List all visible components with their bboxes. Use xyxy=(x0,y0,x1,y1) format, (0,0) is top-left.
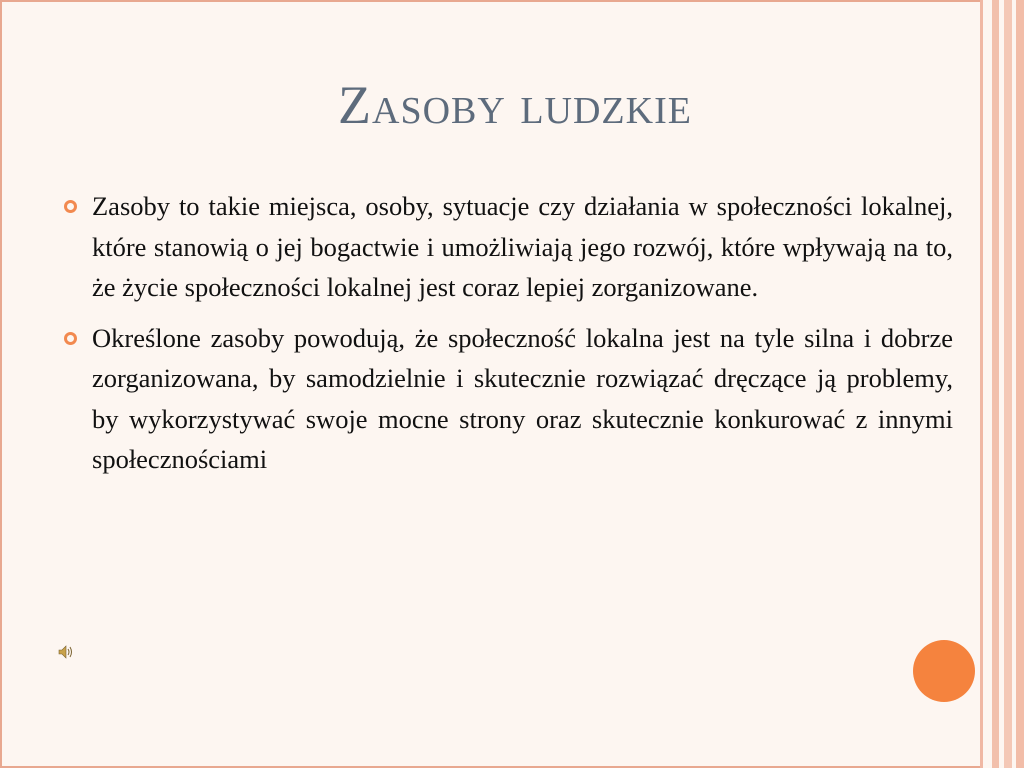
ring-bullet-icon xyxy=(64,200,77,213)
bullet-item xyxy=(60,186,953,308)
ring-bullet-icon xyxy=(64,332,77,345)
orange-circle-decoration xyxy=(913,640,975,702)
slide-title: Zasoby ludzkie xyxy=(338,75,692,135)
bullet-list xyxy=(60,186,953,490)
bullet-text: Zasoby to takie miejsca, osoby, sytuacje czy działania w społeczności lokalnej, które stanowią o jej bogactwie i umożliwiają jego rozwój, które wpływają na to, że życie społeczności lokalnej jest coraz lepiej zorganizowane. xyxy=(92,191,953,302)
frame-top-border xyxy=(0,0,1024,2)
frame-left-border xyxy=(0,0,2,768)
bullet-item xyxy=(60,318,953,480)
speaker-icon[interactable] xyxy=(58,644,74,660)
bullet-text: Określone zasoby powodują, że społeczność lokalna jest na tyle silna i dobrze zorganizowana, by samodzielnie i skutecznie rozwiązać dręczące ją problemy, by wykorzystywać swoje mocne strony oraz skutecznie konkurować z innymi społecznościami xyxy=(92,322,953,474)
decorative-stripes xyxy=(980,0,1024,768)
